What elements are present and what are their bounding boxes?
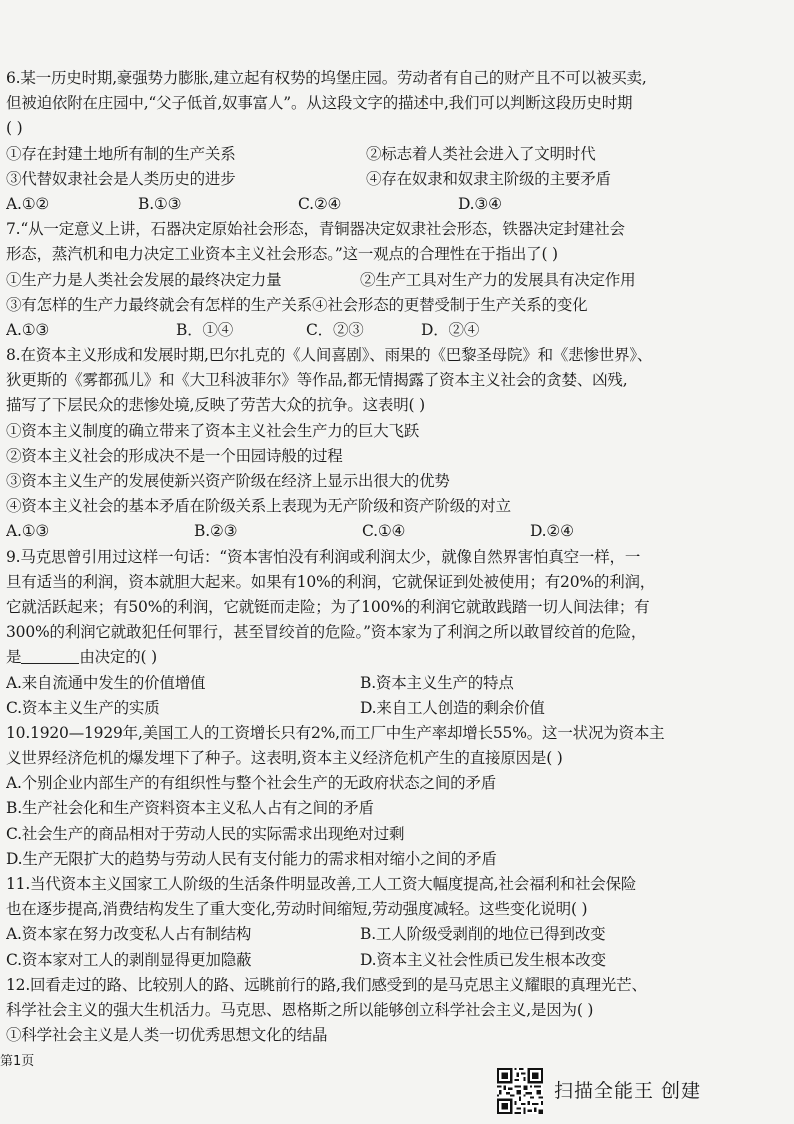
q9-choice-b: B.资本主义生产的特点 (360, 673, 514, 692)
q7-choice-b: B．①④ (176, 320, 234, 339)
qr-code-icon (497, 1068, 543, 1114)
q9-choice-c: C.资本主义生产的实质 (6, 698, 160, 717)
q8-choice-b: B.②③ (194, 522, 238, 541)
q12-option-1: ①科学社会主义是人类一切优秀思想文化的结晶 (6, 1026, 328, 1045)
q6-option-2: ②标志着人类社会进入了文明时代 (366, 144, 596, 163)
q8-option-1: ①资本主义制度的确立带来了资本主义社会生产力的巨大飞跃 (6, 421, 420, 440)
q7-options-row-2 (6, 293, 786, 318)
q7-choices (6, 318, 786, 343)
q7-choice-d: D．②④ (421, 320, 480, 339)
q7-option-2: ②生产工具对生产力的发展具有决定作用 (360, 270, 636, 289)
q11-choices-row-1 (6, 922, 786, 947)
q7-line-1: 7.“从一定意义上讲，石器决定原始社会形态，青铜器决定奴隶社会形态，铁器决定封建社会 (6, 220, 625, 239)
q8-option-2: ②资本主义社会的形成决不是一个田园诗般的过程 (6, 446, 343, 465)
q6-choices (6, 192, 786, 217)
q9-line-4: 300%的利润它就敢犯任何罪行，甚至冒绞首的危险。”资本家为了利润之所以敢冒绞首的危险， (6, 623, 647, 642)
q8-line-1: 8.在资本主义形成和发展时期,巴尔扎克的《人间喜剧》、雨果的《巴黎圣母院》和《悲惨世界》、 (6, 346, 653, 365)
q8-choice-c: C.①④ (362, 522, 406, 541)
q8-choice-a: A.①③ (6, 522, 50, 541)
q7-option-1: ①生产力是人类社会发展的最终决定力量 (6, 270, 282, 289)
q6-choice-d: D.③④ (458, 194, 502, 213)
q9-line-3: 它就活跃起来；有50%的利润，它就铤而走险；为了100%的利润它就敢践踏一切人间法律；有 (6, 597, 650, 616)
q9-line-5-start: 是 (6, 648, 22, 667)
q10-choice-b: B.生产社会化和生产资料资本主义私人占有之间的矛盾 (6, 799, 374, 818)
q11-choice-b: B.工人阶级受剥削的地位已得到改变 (360, 925, 606, 944)
q6-choice-c: C.②④ (298, 194, 342, 213)
q9-choice-d: D.来自工人创造的剩余价值 (360, 698, 545, 717)
q6-line-1: 6.某一历史时期,豪强势力膨胀,建立起有权势的坞堡庄园。劳动者有自己的财产且不可以被买卖, (6, 69, 647, 87)
q6-options-row-1 (6, 142, 786, 167)
q8-line-3: 描写了下层民众的悲惨处境,反映了劳苦大众的抗争。这表明( ) (6, 396, 425, 415)
q11-line-1: 11.当代资本主义国家工人阶级的生活条件明显改善,工人工资大幅度提高,社会福利和社会保险 (6, 875, 637, 893)
q9-choice-a: A.来自流通中发生的价值增值 (6, 673, 206, 692)
q8-line-2: 狄更斯的《雾都孤儿》和《大卫科波菲尔》等作品,都无情揭露了资本主义社会的贪婪、凶残, (6, 371, 628, 390)
q6-line-2: 但被迫依附在庄园中,“父子低首,奴事富人”。从这段文字的描述中,我们可以判断这段历史时期 (6, 94, 633, 113)
q10-line-2: 义世界经济危机的爆发埋下了种子。这表明,资本主义经济危机产生的直接原因是( ) (6, 749, 563, 768)
q6-options-row-2 (6, 167, 786, 192)
q10-choice-d: D.生产无限扩大的趋势与劳动人民有支付能力的需求相对缩小之间的矛盾 (6, 849, 497, 868)
q6-choice-a: A.①② (6, 194, 50, 213)
q6-option-3: ③代替奴隶社会是人类历史的进步 (6, 169, 236, 188)
q11-choices-row-2 (6, 948, 786, 973)
scanner-watermark: 扫描全能王 创建 (554, 1080, 702, 1102)
q7-options-row-1 (6, 268, 786, 293)
q10-choice-c: C.社会生产的商品相对于劳动人民的实际需求出现绝对过剩 (6, 824, 405, 843)
q8-choice-d: D.②④ (530, 522, 574, 541)
q6-option-1: ①存在封建土地所有制的生产关系 (6, 144, 236, 163)
q9-choices-row-2 (6, 696, 786, 721)
q9-choices-row-1 (6, 671, 786, 696)
q11-line-2: 也在逐步提高,消费结构发生了重大变化,劳动时间缩短,劳动强度减轻。这些变化说明( ) (6, 900, 588, 919)
q9-line-1: 9.马克思曾引用过这样一句话：“资本害怕没有利润或利润太少，就像自然界害怕真空一样，一 (6, 547, 641, 566)
q11-choice-c: C.资本家对工人的剥削显得更加隐蔽 (6, 950, 252, 969)
q8-option-3: ③资本主义生产的发展使新兴资产阶级在经济上显示出很大的优势 (6, 472, 450, 490)
q6-choice-b: B.①③ (138, 194, 182, 213)
q7-choice-c: C．②③ (306, 320, 364, 339)
q8-option-4: ④资本主义社会的基本矛盾在阶级关系上表现为无产阶级和资产阶级的对立 (6, 497, 511, 516)
q9-line-2: 旦有适当的利润，资本就胆大起来。如果有10%的利润，它就保证到处被使用；有20%的利润， (6, 572, 656, 591)
q7-line-2: 形态，蒸汽机和电力决定工业资本主义社会形态。”这一观点的合理性在于指出了( ) (6, 245, 558, 264)
q7-choice-a: A.①③ (6, 320, 50, 339)
q10-choice-a: A.个别企业内部生产的有组织性与整个社会生产的无政府状态之间的矛盾 (6, 774, 497, 793)
q9-fill-blank[interactable] (21, 649, 79, 664)
page-number: 第1页 (0, 1054, 35, 1069)
q7-option-3: ③有怎样的生产力最终就会有怎样的生产关系 (6, 295, 313, 314)
q12-line-2: 科学社会主义的强大生机活力。马克思、恩格斯之所以能够创立科学社会主义,是因为( ) (6, 1000, 594, 1019)
q7-option-4: ④社会形态的更替受制于生产关系的变化 (312, 295, 588, 314)
question-body (6, 66, 786, 1048)
q6-answer-bracket: ( ) (6, 119, 23, 138)
q8-choices (6, 519, 786, 544)
q6-option-4: ④存在奴隶和奴隶主阶级的主要矛盾 (366, 169, 611, 188)
q11-choice-a: A.资本家在努力改变私人占有制结构 (6, 925, 252, 944)
q9-line-5 (6, 645, 786, 670)
q9-line-5-end: 由决定的( ) (79, 648, 157, 667)
q12-line-1: 12.回看走过的路、比较别人的路、远眺前行的路,我们感受到的是马克思主义耀眼的真理光芒、 (6, 975, 647, 994)
q11-choice-d: D.资本主义社会性质已发生根本改变 (360, 950, 606, 969)
q10-line-1: 10.1920—1929年,美国工人的工资增长只有2%,而工厂中生产率却增长55%。这一状况为资本主 (6, 723, 665, 742)
